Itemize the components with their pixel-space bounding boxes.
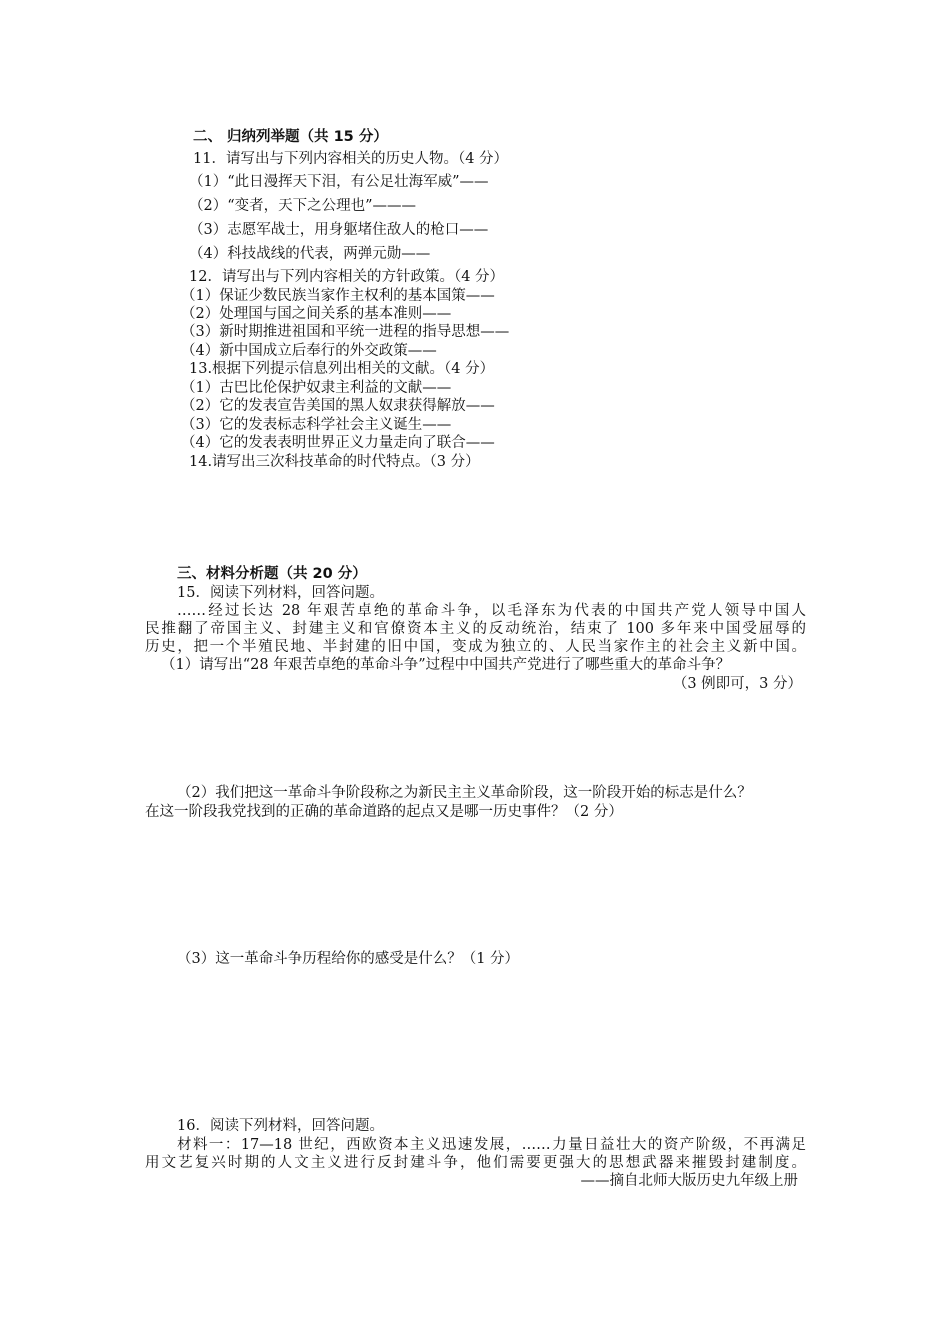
q11-item-1: （1）“此日漫挥天下泪，有公足壮海军威”—— [189,174,489,190]
q12-item-3: （3）新时期推进祖国和平统一进程的指导思想—— [181,324,510,340]
q11-item-4: （4）科技战线的代表，两弹元勋—— [189,246,431,262]
q11-item-2: （2）“变者，天下之公理也”——— [189,198,417,214]
q15-sub1-score: （3 例即可，3 分） [672,676,802,692]
q15-stem: 15．阅读下列材料，回答问题。 [177,585,384,601]
q11-stem: 11．请写出与下列内容相关的历史人物。（4 分） [193,151,509,167]
q13-item-4: （4）它的发表表明世界正义力量走向了联合—— [181,435,495,451]
q15-sub3: （3）这一革命斗争历程给你的感受是什么？（1 分） [177,951,520,967]
q16-source: ——摘自北师大版历史九年级上册 [580,1173,798,1189]
q12-stem: 12．请写出与下列内容相关的方针政策。（4 分） [189,269,505,285]
q15-material-line-3: 历史，把一个半殖民地、半封建的旧中国，变成为独立的、人民当家作主的社会主义新中国。 [145,639,806,655]
q12-item-4: （4）新中国成立后奉行的外交政策—— [181,343,437,359]
q15-material-line-1: ……经过长达 28 年艰苦卓绝的革命斗争，以毛泽东为代表的中国共产党人领导中国人 [177,603,806,619]
q13-item-3: （3）它的发表标志科学社会主义诞生—— [181,417,452,433]
q13-item-2: （2）它的发表宣告美国的黑人奴隶获得解放—— [181,398,495,414]
q11-item-3: （3）志愿军战士，用身躯堵住敌人的枪口—— [189,222,489,238]
q15-material-line-2: 民推翻了帝国主义、封建主义和官僚资本主义的反动统治，结束了 100 多年来中国受屈辱的 [145,621,806,637]
q15-sub2-line-2: 在这一阶段我党找到的正确的革命道路的起点又是哪一历史事件？（2 分） [145,804,623,820]
q16-material-line-2: 用文艺复兴时期的人文主义进行反封建斗争，他们需要更强大的思想武器来摧毁封建制度。 [145,1155,806,1171]
q15-sub2-line-1: （2）我们把这一革命斗争阶段称之为新民主主义革命阶段，这一阶段开始的标志是什么？ [177,785,752,801]
q13-item-1: （1）古巴比伦保护奴隶主利益的文献—— [181,380,452,396]
q16-material-line-1: 材料一：17—18 世纪，西欧资本主义迅速发展，……力量日益壮大的资产阶级，不再满足 [177,1137,806,1153]
q15-sub1: （1）请写出“28 年艰苦卓绝的革命斗争”过程中中国共产党进行了哪些重大的革命斗争？ [161,657,731,673]
q14-stem: 14.请写出三次科技革命的时代特点。（3 分） [189,454,480,470]
q13-stem: 13.根据下列提示信息列出相关的文献。（4 分） [189,361,495,377]
section3-title: 三、材料分析题（共 20 分） [177,566,367,582]
q16-stem: 16．阅读下列材料，回答问题。 [177,1118,384,1134]
q12-item-2: （2）处理国与国之间关系的基本准则—— [181,306,452,322]
q12-item-1: （1）保证少数民族当家作主权利的基本国策—— [181,288,495,304]
section2-title: 二、 归纳列举题（共 15 分） [193,129,388,145]
